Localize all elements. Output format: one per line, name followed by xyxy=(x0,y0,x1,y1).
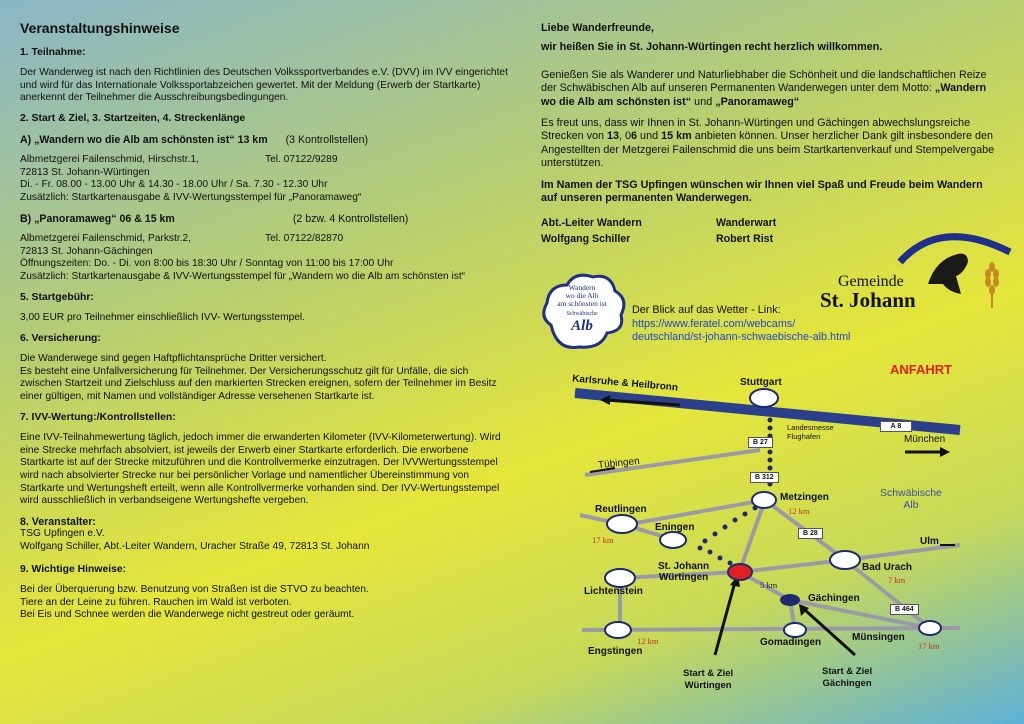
town-engstingen xyxy=(605,622,631,638)
town-badurach xyxy=(830,551,860,569)
closing-paragraph: Im Namen der TSG Upfingen wünschen wir Ihnen viel Spaß und Freude beim Wandern auf unseren permanenten Wanderwegen. xyxy=(541,178,983,205)
town-stuttgart xyxy=(750,389,778,407)
label-start-gaechingen: Start & Ziel Gächingen xyxy=(822,666,873,689)
badge-b312: B 312 xyxy=(750,472,779,483)
alb-logo-line3: am schönsten ist xyxy=(557,299,607,308)
label-eningen: Eningen xyxy=(655,522,695,533)
label-ulm: Ulm xyxy=(920,536,939,547)
alb-logo-line2: wo die Alb xyxy=(565,291,599,300)
section-heading-startgebuehr: 5. Startgebühr: xyxy=(20,291,94,303)
km-metzingen: 12 km xyxy=(788,506,810,516)
alb-logo-line5: Alb xyxy=(571,318,593,334)
town-lichtenstein xyxy=(605,569,635,587)
km-gaechingen: 5 km xyxy=(760,580,778,590)
road-ulm xyxy=(845,545,960,560)
alb-logo-line1: Wandern xyxy=(568,283,596,292)
section-text-hinweise: Bei der Überquerung bzw. Benutzung von Straßen ist die STVO zu beachten. Tiere an der Leine zu führen. Rauchen im Wald ist verboten. Bei Eis und Schnee werden die Wanderwege nicht gestreut oder geräumt. xyxy=(20,584,369,621)
label-reutlingen: Reutlingen xyxy=(595,504,647,515)
route-b-city: 72813 St. Johann-Gächingen xyxy=(20,245,153,257)
label-stuttgart: Stuttgart xyxy=(740,377,782,388)
route-a-extra: Zusätzlich: Startkartenausgabe & IVV-Wertungsstempel für „Panoramaweg“ xyxy=(20,191,362,203)
road-metzingen-wuertingen xyxy=(740,500,765,570)
label-engstingen: Engstingen xyxy=(588,646,643,657)
label-schwaebische-alb: Schwäbische Alb xyxy=(880,487,942,511)
alb-logo-line4: Schwäbische xyxy=(566,311,598,317)
label-lichtenstein: Lichtenstein xyxy=(584,586,643,597)
section-heading-versicherung: 6. Versicherung: xyxy=(20,332,101,344)
label-metzingen: Metzingen xyxy=(780,492,829,503)
signatures: Abt.-Leiter Wandern Wanderwart Wolfgang Schiller Robert Rist xyxy=(541,217,777,246)
route-a-address: Albmetzgerei Failenschmid, Hirschstr.1, Tel. 07122/9289 xyxy=(20,154,338,166)
badge-b464: B 464 xyxy=(890,604,919,615)
section-text-versicherung: Die Wanderwege sind gegen Haftpflichtansprüche Dritter versichert. Es besteht eine Unfallversicherung für Teilnehmer. Der Versicherungsschutz gilt für Unfälle, die sich zwischen Startzeit und Zielschluss auf den markierten Strecken ereignen, sofern der Teilnehmer im Besitz einer gültigen, mit Namen und vollständiger Adresse versehenen Startkarte ist. xyxy=(20,353,497,403)
section-heading-hinweise: 9. Wichtige Hinweise: xyxy=(20,563,127,575)
weather-link[interactable]: https://www.feratel.com/webcams/ deutschland/st-johann-schwaebische-alb.html xyxy=(632,317,851,343)
section-text-ivv: Eine IVV-Teilnahmewertung täglich, jedoch immer die erwanderten Kilometer (IVV-Kilometerwertung). Wird eine Strecke mehrfach absolviert, ist jeweils der Erwerb einer Startkarte erforderlich. Die erworbene Startkarte ist auf der Strecke mitzuführen und die Kontrollvermerke einzutragen. Der IVVWertungsstempel wird nach absolvierter Strecke nur bei persönlicher Vorlage und namentlicher Übereinstimmung von Startkarte und Wertungsheft erteilt, wenn alle Kontrollvermerke vorhanden sind. Der IVV-Wertungsstempel wird ausschließlich in verbandseigene Wertungshefte vergeben. xyxy=(20,432,501,507)
km-badurach: 7 km xyxy=(888,575,906,585)
start-gaechingen-marker xyxy=(780,594,800,606)
label-muensingen: Münsingen xyxy=(852,632,905,643)
label-badurach: Bad Urach xyxy=(862,562,913,573)
label-landesmesse: Landesmesse Flughafen xyxy=(787,423,834,441)
badge-b27: B 27 xyxy=(748,437,773,448)
section-heading-veranstalter: 8. Veranstalter: xyxy=(20,515,96,528)
km-engstingen: 12 km xyxy=(637,636,659,646)
page-title: Veranstaltungshinweise xyxy=(20,20,180,36)
section-heading-start: 2. Start & Ziel, 3. Startzeiten, 4. Streckenlänge xyxy=(20,112,246,124)
town-eningen xyxy=(660,532,686,548)
town-gomadingen xyxy=(784,623,806,637)
town-muensingen xyxy=(919,621,941,635)
town-reutlingen xyxy=(607,515,637,533)
start-wuertingen-marker xyxy=(728,564,752,580)
badge-a8: A 8 xyxy=(880,421,912,432)
km-muensingen: 17 km xyxy=(918,641,940,651)
route-a-city: 72813 St. Johann-Würtingen xyxy=(20,166,150,178)
badge-b28: B 28 xyxy=(798,528,823,539)
km-reutlingen: 17 km xyxy=(592,535,614,545)
label-st-johann: St. Johann Würtingen xyxy=(658,561,710,583)
section-heading-ivv: 7. IVV-Wertung:/Kontrollstellen: xyxy=(20,411,176,423)
label-start-wuertingen: Start & Ziel Würtingen xyxy=(683,668,734,691)
label-karlsruhe: Karlsruhe & Heilbronn xyxy=(571,373,679,394)
route-b-title: B) „Panoramaweg“ 06 & 15 km (2 bzw. 4 Kontrollstellen) xyxy=(20,212,409,225)
route-a-hours: Di. - Fr. 08.00 - 13.00 Uhr & 14.30 - 18.00 Uhr / Sa. 7.30 - 12.30 Uhr xyxy=(20,179,328,191)
section-heading-teilnahme: 1. Teilnahme: xyxy=(20,46,86,58)
label-tuebingen: Tübingen xyxy=(597,455,641,472)
weather-label: Der Blick auf das Wetter - Link: xyxy=(632,304,781,316)
label-gaechingen: Gächingen xyxy=(808,593,860,604)
section-text-teilnahme: Der Wanderweg ist nach den Richtlinien des Deutschen Volkssportverbandes e.V. (DVV) im IVV eingerichtet und wird für das Internationale Volkssportabzeichen gewertet. Mit der Meldung (Erwerb der Startkarte) anerkennt der Teilnehmer die Ausschreibungsbedingungen. xyxy=(20,67,508,104)
section-text-startgebuehr: 3,00 EUR pro Teilnehmer einschließlich IVV- Wertungsstempel. xyxy=(20,312,305,324)
road-engstingen xyxy=(582,628,960,630)
route-b-hours: Öffnungszeiten: Do. - Di. von 8:00 bis 18:30 Uhr / Sonntag von 11:00 bis 17:00 Uhr xyxy=(20,258,394,270)
route-b-extra: Zusätzlich: Startkartenausgabe & IVV-Wertungsstempel für „Wandern wo die Alb am schönsten ist“ xyxy=(20,270,466,282)
route-a-title: A) „Wandern wo die Alb am schönsten ist“ 13 km (3 Kontrollstellen) xyxy=(20,133,369,146)
welcome-line: wir heißen Sie in St. Johann-Würtingen recht herzlich willkommen. xyxy=(541,41,883,54)
intro-paragraph: Genießen Sie als Wanderer und Naturliebhaber die Schönheit und die landschaftlichen Reize der Schwäbischen Alb auf unseren Permanenten Wanderwegen unter dem Motto: „Wandern wo die Alb am schönsten ist“ und „Panoramaweg“ xyxy=(541,68,987,108)
label-muenchen: München xyxy=(904,434,946,445)
greeting: Liebe Wanderfreunde, xyxy=(541,22,654,34)
st-johann-label: St. Johann xyxy=(820,288,916,312)
section-text-veranstalter: TSG Upfingen e.V. Wolfgang Schiller, Abt.-Leiter Wandern, Uracher Straße 49, 72813 St. Johann xyxy=(20,528,370,552)
town-metzingen xyxy=(752,492,776,508)
route-b-address: Albmetzgerei Failenschmid, Parkstr.2, Tel. 07122/82870 xyxy=(20,233,344,245)
anfahrt-heading: ANFAHRT xyxy=(890,362,953,377)
label-gomadingen: Gomadingen xyxy=(760,637,822,648)
gemeinde-label: Gemeinde xyxy=(838,273,904,290)
routes-paragraph: Es freut uns, dass wir Ihnen in St. Johann-Würtingen und Gächingen abwechslungsreiche Strecken von 13, 06 und 15 km anbieten können. Unser herzlicher Dank gilt insbesondere den Angestellten der Metzgerei Failenschmid die uns beim Startkartenverkauf und Stempelvergabe unterstützen. xyxy=(541,117,995,170)
